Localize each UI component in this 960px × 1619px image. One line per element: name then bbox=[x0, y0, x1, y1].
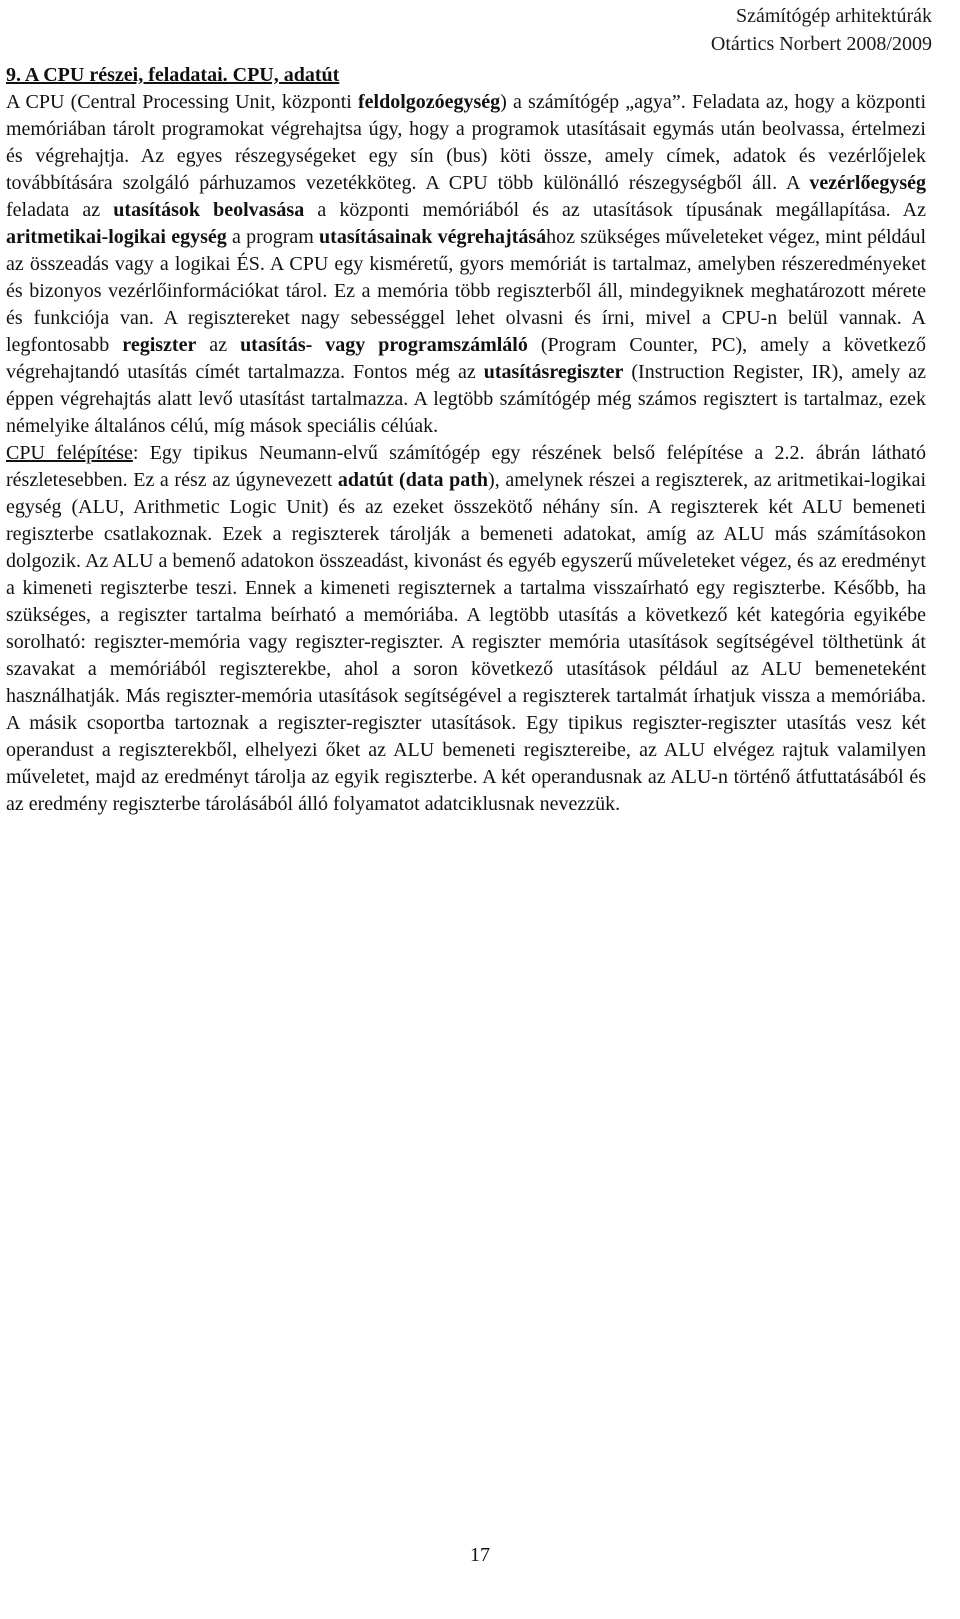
term-utasitasok-beolvasasa: utasítások beolvasása bbox=[113, 199, 305, 221]
text-run: a központi memóriából és az utasítások típusának megállapítása. Az bbox=[304, 199, 927, 221]
paragraph-cpu-structure bbox=[6, 440, 926, 818]
term-utasitasregiszter: utasításregiszter bbox=[483, 361, 624, 383]
term-vezerloegyseg: vezérlőegység bbox=[809, 172, 926, 194]
text-run: a program bbox=[226, 226, 320, 248]
text-run: az bbox=[196, 334, 241, 356]
text-run: feladata az bbox=[6, 199, 114, 221]
term-adatut: adatút (data path bbox=[337, 469, 489, 491]
text-run: : Egy tipikus Neumann-elvű számítógép egy részének belső felépítése a 2.2. ábrán látható részletesebben. Ez a rész az úgynevezett bbox=[6, 442, 927, 491]
text-run: hoz szükséges műveleteket végez, mint például az összeadás vagy a logikai ÉS. A CPU egy kisméretű, gyors memóriát is tartalmaz, amelyben részeredményeket és bizonyos vezérlőinformációkat tárol. Ez a memória több regiszterből áll, mindegyiknek meghatározott mérete és funkciója van. A regisztereket nagy sebességgel lehet olvasni és írni, mivel a CPU-n belül vannak. A legfontosabb bbox=[6, 226, 926, 356]
running-header bbox=[711, 2, 932, 58]
term-regiszter: regiszter bbox=[122, 334, 197, 356]
term-utasitasainak-vegrehajtasa: utasításainak végrehajtásá bbox=[319, 226, 547, 248]
term-programszamlalo: utasítás- vagy programszámláló bbox=[240, 334, 528, 356]
subheading-cpu-felepitese: CPU felépítése bbox=[6, 442, 133, 464]
paragraph-cpu-overview bbox=[6, 89, 926, 440]
page-number: 17 bbox=[470, 1544, 490, 1566]
text-run: (Program Counter, PC), amely a következő végrehajtandó utasítás címét tartalmazza. Fontos még az bbox=[6, 334, 926, 383]
header-course-title: Számítógép arhitektúrák bbox=[735, 5, 932, 27]
text-run: ) a számítógép „agya”. Feladata az, hogy a központi memóriában tárolt programokat végrehajtsa úgy, hogy a programok utasításait egymás után beolvassa, értelmezi és végrehajtja. Az egyes részegységeket egy sín (bus) köti össze, amely címek, adatok és vezérlőjelek továbbítására szolgáló párhuzamos vezetékköteg. A CPU több különálló részegységből áll. A bbox=[6, 91, 926, 194]
header-author-year: Otártics Norbert 2008/2009 bbox=[710, 33, 932, 55]
document-body bbox=[6, 62, 926, 818]
text-run: A CPU (Central Processing Unit, központi bbox=[6, 91, 358, 113]
term-aritmetikai-logikai-egyseg: aritmetikai-logikai egység bbox=[6, 226, 227, 248]
term-feldolgozoegyseg: feldolgozóegység bbox=[357, 91, 501, 113]
section-title: 9. A CPU részei, feladatai. CPU, adatút bbox=[6, 64, 340, 86]
text-run: ), amelynek részei a regiszterek, az aritmetikai-logikai egység (ALU, Arithmetic Logic Unit) és az ezeket összekötő néhány sín. A regiszterek két ALU bemeneti regiszterbe csatlakoznak. Ezek a regiszterek tárolják a bemeneti adatokat, amíg az ALU más számításokon dolgozik. Az ALU a bemenő adatokon összeadást, kivonást és egyéb egyszerű műveleteket végez, és az eredményt a kimeneti regiszterbe teszi. Ennek a kimeneti regiszternek a tartalma visszaírható egy regiszterbe. Később, ha szükséges, a regiszter tartalma beírható a memóriába. A legtöbb utasítás a következő két kategória egyikébe sorolható: regiszter-memória vagy regiszter-regiszter. A regiszter memória utasítások segítségével tölthetünk át szavakat a memóriából regiszterekbe, ahol a soron következő utasítások például az ALU bemeneteként használhatják. Más regiszter-memória utasítások segítségével a regiszterek tartalmát írhatjuk vissza a memóriába. A másik csoportba tartoznak a regiszter-regiszter utasítások. Egy tipikus regiszter-regiszter utasítás vesz két operandust a regiszterekből, elhelyezi őket az ALU bemeneti regisztereibe, az ALU elvégez rajtuk valamilyen műveletet, majd az eredményt tárolja az egyik regiszterbe. A két operandusnak az ALU-n történő átfuttatásából és az eredmény regiszterbe tárolásából álló folyamatot adatciklusnak nevezzük. bbox=[6, 469, 926, 815]
text-run: (Instruction Register, IR), amely az éppen végrehajtás alatt levő utasítást tartalmazza. A legtöbb számítógép még számos regisztert is tartalmaz, ezek némelyike általános célú, míg mások speciális célúak. bbox=[6, 361, 926, 437]
